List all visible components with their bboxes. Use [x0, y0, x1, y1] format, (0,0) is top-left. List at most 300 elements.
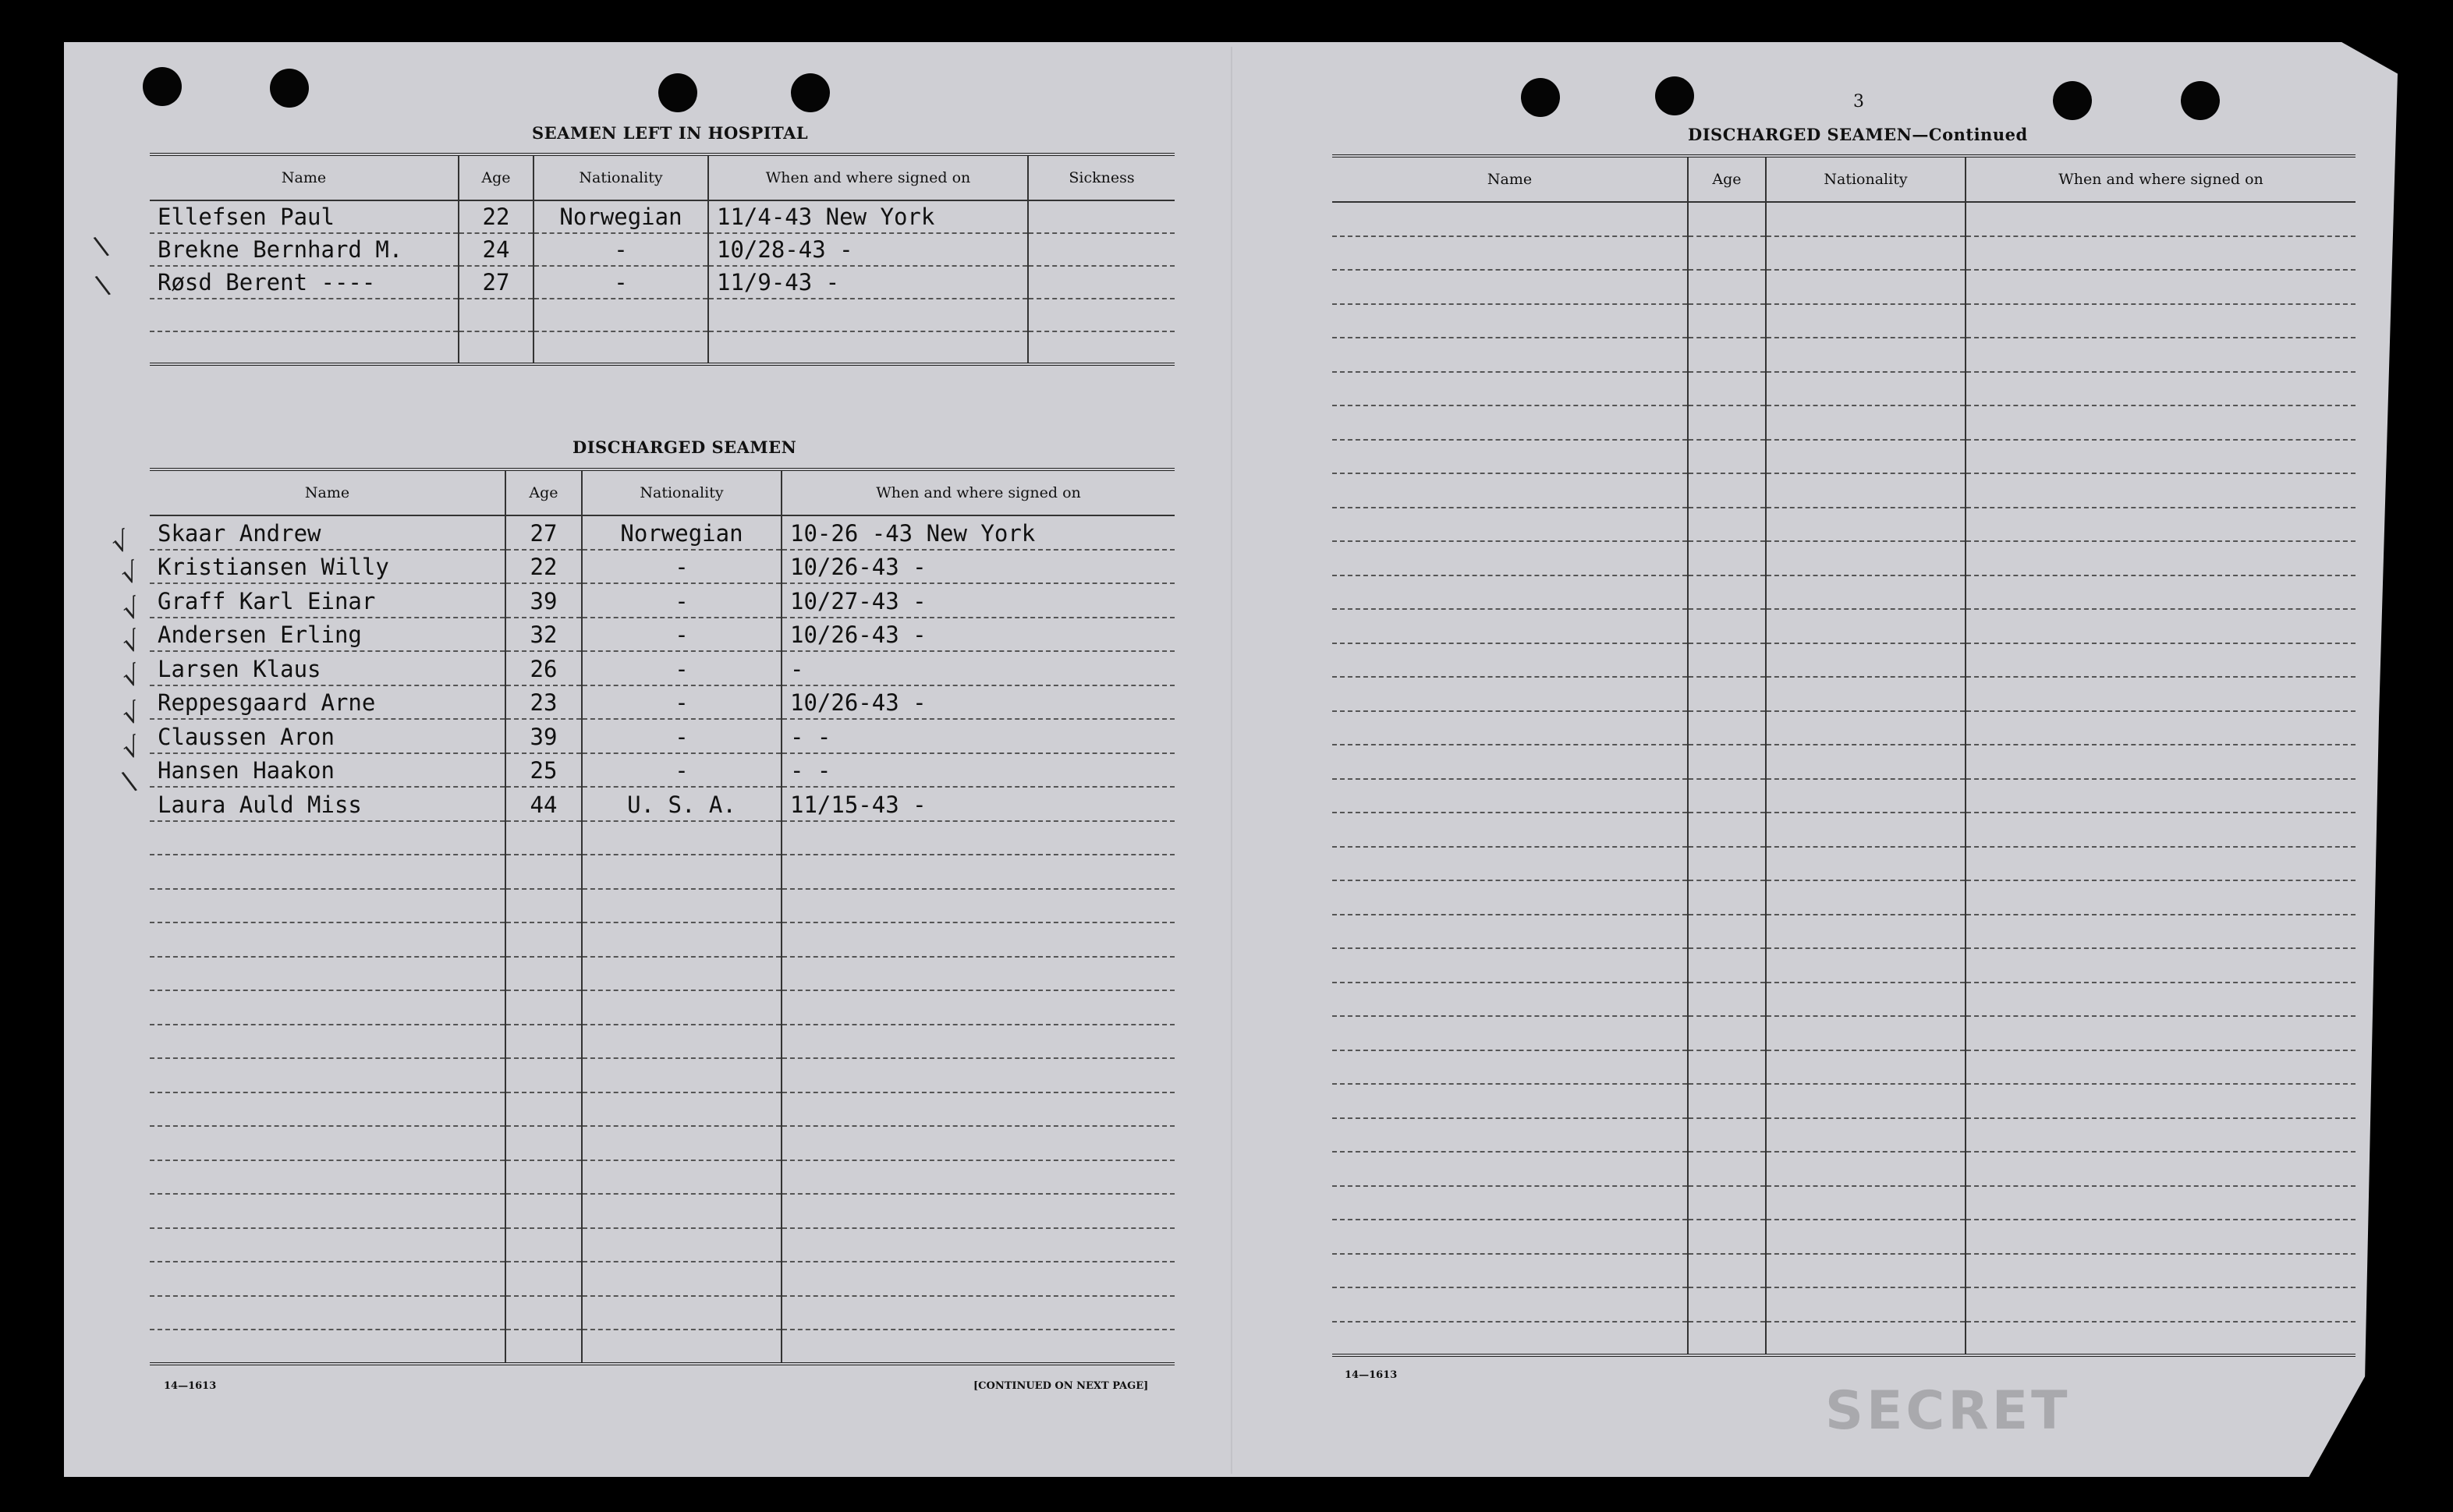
- table-cell: [582, 922, 782, 957]
- check-mark: \: [91, 230, 111, 263]
- table-cell: [1766, 1322, 1966, 1356]
- table-cell: [1028, 233, 1175, 266]
- table-row: [150, 651, 1175, 685]
- table-cell: 10/27-43 -: [782, 583, 1175, 618]
- table-cell: [1766, 304, 1966, 338]
- table-cell: [1332, 338, 1688, 372]
- table-cell: [1332, 1220, 1688, 1254]
- table-cell: [1332, 711, 1688, 745]
- table-cell: [150, 1296, 505, 1330]
- table-cell: [1332, 270, 1688, 304]
- table-row: [150, 1025, 1175, 1059]
- table-row: [150, 1262, 1175, 1296]
- table-cell: [1688, 473, 1766, 508]
- table-cell: -: [582, 753, 782, 788]
- table-cell: Andersen Erling: [150, 618, 505, 652]
- table-cell: [1966, 1016, 2356, 1050]
- table-cell: [1766, 1186, 1966, 1220]
- table-cell: [533, 331, 708, 364]
- table-cell: [1688, 1118, 1766, 1153]
- table-row: [1332, 711, 2356, 745]
- table-row: [1332, 405, 2356, 440]
- table-cell: [150, 957, 505, 991]
- table-cell: [782, 1025, 1175, 1059]
- table-cell: 39: [505, 719, 582, 753]
- table-row: [150, 1092, 1175, 1127]
- table-row: [1332, 1152, 2356, 1186]
- table-cell: Røsd Berent ----: [150, 266, 459, 299]
- table-cell: [1966, 983, 2356, 1017]
- table-cell: [782, 889, 1175, 923]
- table-row: [150, 787, 1175, 821]
- table-cell: [708, 299, 1028, 331]
- table-cell: [1966, 1220, 2356, 1254]
- table-cell: [1766, 1118, 1966, 1153]
- table-cell: 25: [505, 753, 582, 788]
- table-cell: [1688, 1016, 1766, 1050]
- table-cell: [1966, 1084, 2356, 1118]
- table-cell: [1766, 1152, 1966, 1186]
- table-row: [1332, 270, 2356, 304]
- table-cell: [1688, 440, 1766, 474]
- table-cell: [1766, 609, 1966, 643]
- table-cell: [150, 855, 505, 889]
- column-header: Sickness: [1028, 154, 1175, 200]
- table-cell: [1332, 609, 1688, 643]
- table-row: [1332, 948, 2356, 983]
- table-row: [1332, 440, 2356, 474]
- table-cell: [1766, 236, 1966, 271]
- table-cell: [1688, 541, 1766, 575]
- table-cell: [505, 821, 582, 855]
- table-cell: [459, 299, 533, 331]
- table-cell: [150, 1330, 505, 1364]
- table-cell: Graff Karl Einar: [150, 583, 505, 618]
- check-mark: √: [118, 592, 145, 628]
- table-cell: [459, 331, 533, 364]
- table-cell: [782, 1296, 1175, 1330]
- punch-hole: [2053, 81, 2092, 120]
- table-cell: 11/4-43 New York: [708, 200, 1028, 233]
- table-row: [1332, 847, 2356, 881]
- table-row: [150, 957, 1175, 991]
- table-cell: [1966, 948, 2356, 983]
- table-row: [1332, 202, 2356, 236]
- column-header: Age: [505, 469, 582, 515]
- table-cell: [782, 990, 1175, 1025]
- table-cell: [150, 1160, 505, 1195]
- table-row: [1332, 372, 2356, 406]
- check-mark: √: [118, 659, 145, 695]
- table-cell: [1332, 1152, 1688, 1186]
- punch-hole: [270, 69, 309, 108]
- table-cell: -: [582, 618, 782, 652]
- table-cell: [1332, 1050, 1688, 1085]
- table-row: [150, 753, 1175, 788]
- table-cell: [1766, 847, 1966, 881]
- table-cell: [150, 922, 505, 957]
- table-cell: [1332, 643, 1688, 678]
- table-cell: [1688, 915, 1766, 949]
- table-cell: [1966, 1152, 2356, 1186]
- table-cell: [1966, 847, 2356, 881]
- table-cell: [150, 1228, 505, 1262]
- table-cell: [1766, 1287, 1966, 1322]
- table-cell: [1766, 508, 1966, 542]
- table-cell: [1966, 745, 2356, 779]
- table-cell: [505, 855, 582, 889]
- table-cell: [505, 1194, 582, 1228]
- punch-hole: [791, 73, 830, 112]
- table-cell: [1332, 236, 1688, 271]
- table-cell: [1688, 779, 1766, 813]
- table-row: [1332, 473, 2356, 508]
- table-cell: [582, 1194, 782, 1228]
- table-cell: [1766, 575, 1966, 610]
- table-cell: [505, 1262, 582, 1296]
- column-header: Name: [1332, 156, 1688, 202]
- table-cell: [150, 299, 459, 331]
- table-cell: [782, 1126, 1175, 1160]
- table-cell: [1966, 236, 2356, 271]
- table-row: [1332, 1186, 2356, 1220]
- hospital-table: [150, 153, 1175, 366]
- table-cell: Hansen Haakon: [150, 753, 505, 788]
- table-cell: Norwegian: [533, 200, 708, 233]
- table-cell: [1966, 1050, 2356, 1085]
- table-row: [1332, 1084, 2356, 1118]
- table-cell: Laura Auld Miss: [150, 787, 505, 821]
- table-row: [1332, 745, 2356, 779]
- table-cell: [1766, 338, 1966, 372]
- table-cell: [1332, 508, 1688, 542]
- table-row: [150, 1126, 1175, 1160]
- table-cell: [1332, 1186, 1688, 1220]
- table-cell: [1966, 677, 2356, 711]
- table-cell: [782, 922, 1175, 957]
- punch-hole: [2181, 81, 2220, 120]
- table-cell: [1766, 779, 1966, 813]
- table-cell: [1766, 405, 1966, 440]
- table-cell: [782, 1160, 1175, 1195]
- column-header: Name: [150, 469, 505, 515]
- check-mark: \: [119, 765, 139, 798]
- table-cell: [582, 855, 782, 889]
- table-cell: -: [582, 550, 782, 584]
- table-cell: [1332, 1084, 1688, 1118]
- table-cell: [150, 889, 505, 923]
- table-cell: [782, 1330, 1175, 1364]
- table-cell: [1332, 1287, 1688, 1322]
- table-row: [150, 583, 1175, 618]
- table-cell: [1332, 677, 1688, 711]
- table-cell: [1688, 575, 1766, 610]
- table-cell: 10/26-43 -: [782, 685, 1175, 720]
- table-row: [150, 1194, 1175, 1228]
- table-cell: [505, 1228, 582, 1262]
- table-cell: 23: [505, 685, 582, 720]
- table-row: [150, 1228, 1175, 1262]
- table-cell: [1688, 643, 1766, 678]
- table-cell: [1688, 372, 1766, 406]
- table-cell: [782, 855, 1175, 889]
- punch-hole: [1521, 78, 1560, 117]
- table-cell: [1966, 1287, 2356, 1322]
- table-cell: [150, 1092, 505, 1127]
- table-row: [1332, 1016, 2356, 1050]
- column-header: Nationality: [582, 469, 782, 515]
- table-row: [150, 299, 1175, 331]
- table-cell: [1332, 202, 1688, 236]
- table-row: [1332, 304, 2356, 338]
- table-cell: [1966, 473, 2356, 508]
- table-row: [1332, 338, 2356, 372]
- table-cell: [150, 821, 505, 855]
- table-cell: [1766, 1084, 1966, 1118]
- table-cell: 39: [505, 583, 582, 618]
- table-cell: [582, 1262, 782, 1296]
- table-cell: [1966, 1118, 2356, 1153]
- check-mark: √: [118, 696, 145, 732]
- table-cell: [533, 299, 708, 331]
- table-row: [1332, 541, 2356, 575]
- table-cell: 26: [505, 651, 582, 685]
- table-row: [1332, 236, 2356, 271]
- table-cell: [782, 821, 1175, 855]
- table-cell: [1966, 813, 2356, 847]
- table-cell: [1688, 813, 1766, 847]
- table-cell: 10/26-43 -: [782, 550, 1175, 584]
- column-header: When and where signed on: [782, 469, 1175, 515]
- table-cell: [1966, 508, 2356, 542]
- table-cell: [1332, 745, 1688, 779]
- continued-note: [CONTINUED ON NEXT PAGE]: [973, 1380, 1149, 1392]
- table-cell: [505, 1025, 582, 1059]
- table-cell: [1332, 983, 1688, 1017]
- check-mark: \: [93, 269, 112, 302]
- table-row: [150, 1160, 1175, 1195]
- table-cell: [1688, 677, 1766, 711]
- table-cell: [1688, 880, 1766, 915]
- title-main: DISCHARGED SEAMEN: [1688, 125, 1912, 144]
- table-cell: [150, 1194, 505, 1228]
- table-row: [150, 331, 1175, 364]
- table-cell: [1966, 711, 2356, 745]
- table-cell: [505, 922, 582, 957]
- table-row: [1332, 1118, 2356, 1153]
- table-cell: [1688, 338, 1766, 372]
- table-cell: [1332, 779, 1688, 813]
- table-cell: [505, 889, 582, 923]
- table-cell: [582, 1025, 782, 1059]
- table-cell: [1766, 1220, 1966, 1254]
- table-cell: [1332, 473, 1688, 508]
- table-cell: [1966, 440, 2356, 474]
- table-cell: 11/15-43 -: [782, 787, 1175, 821]
- table-row: [1332, 1254, 2356, 1288]
- table-cell: [505, 1092, 582, 1127]
- table-cell: [1766, 813, 1966, 847]
- table-cell: -: [533, 233, 708, 266]
- table-cell: [150, 1058, 505, 1092]
- discharged-continued-title: [1688, 125, 2028, 144]
- table-cell: -: [582, 719, 782, 753]
- table-cell: [1332, 541, 1688, 575]
- table-cell: [1966, 880, 2356, 915]
- table-cell: [582, 1296, 782, 1330]
- table-cell: [150, 331, 459, 364]
- table-cell: [1332, 575, 1688, 610]
- table-cell: [1966, 575, 2356, 610]
- table-row: [1332, 880, 2356, 915]
- table-cell: Skaar Andrew: [150, 515, 505, 550]
- table-row: [1332, 575, 2356, 610]
- table-cell: [1766, 677, 1966, 711]
- table-cell: [1966, 609, 2356, 643]
- table-cell: [1332, 880, 1688, 915]
- table-cell: [582, 1228, 782, 1262]
- table-row: [1332, 1287, 2356, 1322]
- check-mark: √: [118, 625, 145, 660]
- punch-hole: [143, 67, 182, 106]
- table-row: [1332, 677, 2356, 711]
- table-row: [150, 515, 1175, 550]
- table-cell: [1688, 1050, 1766, 1085]
- table-cell: [782, 1228, 1175, 1262]
- table-cell: [1966, 372, 2356, 406]
- table-cell: [1332, 1254, 1688, 1288]
- table-cell: [1966, 541, 2356, 575]
- table-cell: [1688, 1254, 1766, 1288]
- table-cell: [505, 957, 582, 991]
- table-cell: [505, 1126, 582, 1160]
- table-cell: [1332, 304, 1688, 338]
- table-cell: Claussen Aron: [150, 719, 505, 753]
- table-cell: [782, 957, 1175, 991]
- table-cell: [582, 1160, 782, 1195]
- table-cell: [1332, 915, 1688, 949]
- column-header: Name: [150, 154, 459, 200]
- punch-hole: [658, 73, 697, 112]
- table-row: [1332, 643, 2356, 678]
- table-cell: [1688, 745, 1766, 779]
- table-cell: [1332, 1118, 1688, 1153]
- table-row: [150, 821, 1175, 855]
- table-row: [150, 855, 1175, 889]
- punch-hole: [1655, 76, 1694, 115]
- table-cell: Brekne Bernhard M.: [150, 233, 459, 266]
- table-row: [150, 685, 1175, 720]
- table-cell: [1766, 1016, 1966, 1050]
- table-cell: -: [582, 651, 782, 685]
- table-cell: [1688, 948, 1766, 983]
- secret-stamp: SECRET: [1825, 1380, 2071, 1442]
- table-cell: 27: [459, 266, 533, 299]
- page-fold: [1231, 47, 1232, 1474]
- table-cell: [582, 957, 782, 991]
- table-cell: [1966, 338, 2356, 372]
- table-cell: [582, 1092, 782, 1127]
- table-cell: [1966, 1254, 2356, 1288]
- table-cell: [1688, 983, 1766, 1017]
- table-cell: [1966, 779, 2356, 813]
- check-mark: √: [116, 556, 144, 592]
- table-cell: [1966, 643, 2356, 678]
- table-cell: [1766, 948, 1966, 983]
- column-header: Age: [1688, 156, 1766, 202]
- table-row: [150, 1330, 1175, 1364]
- column-header: When and where signed on: [708, 154, 1028, 200]
- form-number-right: 14—1613: [1345, 1369, 1398, 1381]
- discharged-continued-table: [1332, 154, 2356, 1357]
- table-row: [1332, 1322, 2356, 1356]
- table-cell: [1028, 299, 1175, 331]
- table-cell: [505, 1330, 582, 1364]
- table-row: [150, 922, 1175, 957]
- table-cell: [1688, 236, 1766, 271]
- table-row: [1332, 1050, 2356, 1085]
- table-cell: [150, 990, 505, 1025]
- table-cell: [1332, 405, 1688, 440]
- table-row: [150, 889, 1175, 923]
- table-cell: [582, 1330, 782, 1364]
- table-cell: [582, 889, 782, 923]
- table-row: [150, 1058, 1175, 1092]
- table-cell: [782, 1262, 1175, 1296]
- table-cell: [582, 1126, 782, 1160]
- table-cell: [1688, 1220, 1766, 1254]
- table-header-row: [1332, 156, 2356, 202]
- table-cell: [1766, 202, 1966, 236]
- table-cell: [782, 1058, 1175, 1092]
- table-cell: [1332, 847, 1688, 881]
- table-cell: [1332, 440, 1688, 474]
- table-cell: [1028, 331, 1175, 364]
- table-cell: 10/26-43 -: [782, 618, 1175, 652]
- table-cell: 24: [459, 233, 533, 266]
- table-cell: [1688, 405, 1766, 440]
- table-cell: [1766, 745, 1966, 779]
- table-cell: 22: [505, 550, 582, 584]
- table-cell: [1966, 270, 2356, 304]
- title-suffix: —Continued: [1912, 125, 2028, 144]
- table-cell: [1028, 200, 1175, 233]
- column-header: Nationality: [533, 154, 708, 200]
- form-number: 14—1613: [164, 1380, 217, 1392]
- table-header-row: [150, 469, 1175, 515]
- table-cell: [1028, 266, 1175, 299]
- table-cell: [1766, 1050, 1966, 1085]
- table-cell: [1966, 1322, 2356, 1356]
- table-cell: [1688, 1152, 1766, 1186]
- table-cell: [1766, 1254, 1966, 1288]
- table-cell: [505, 1160, 582, 1195]
- discharged-section-title: DISCHARGED SEAMEN: [572, 437, 797, 457]
- table-cell: [1688, 202, 1766, 236]
- table-cell: -: [582, 685, 782, 720]
- table-cell: Larsen Klaus: [150, 651, 505, 685]
- table-cell: [782, 1092, 1175, 1127]
- table-header-row: [150, 154, 1175, 200]
- table-cell: [1332, 813, 1688, 847]
- table-cell: [150, 1262, 505, 1296]
- table-cell: [1766, 880, 1966, 915]
- table-row: [150, 990, 1175, 1025]
- table-cell: [708, 331, 1028, 364]
- table-cell: [1688, 847, 1766, 881]
- table-cell: [1688, 508, 1766, 542]
- table-cell: [1966, 1186, 2356, 1220]
